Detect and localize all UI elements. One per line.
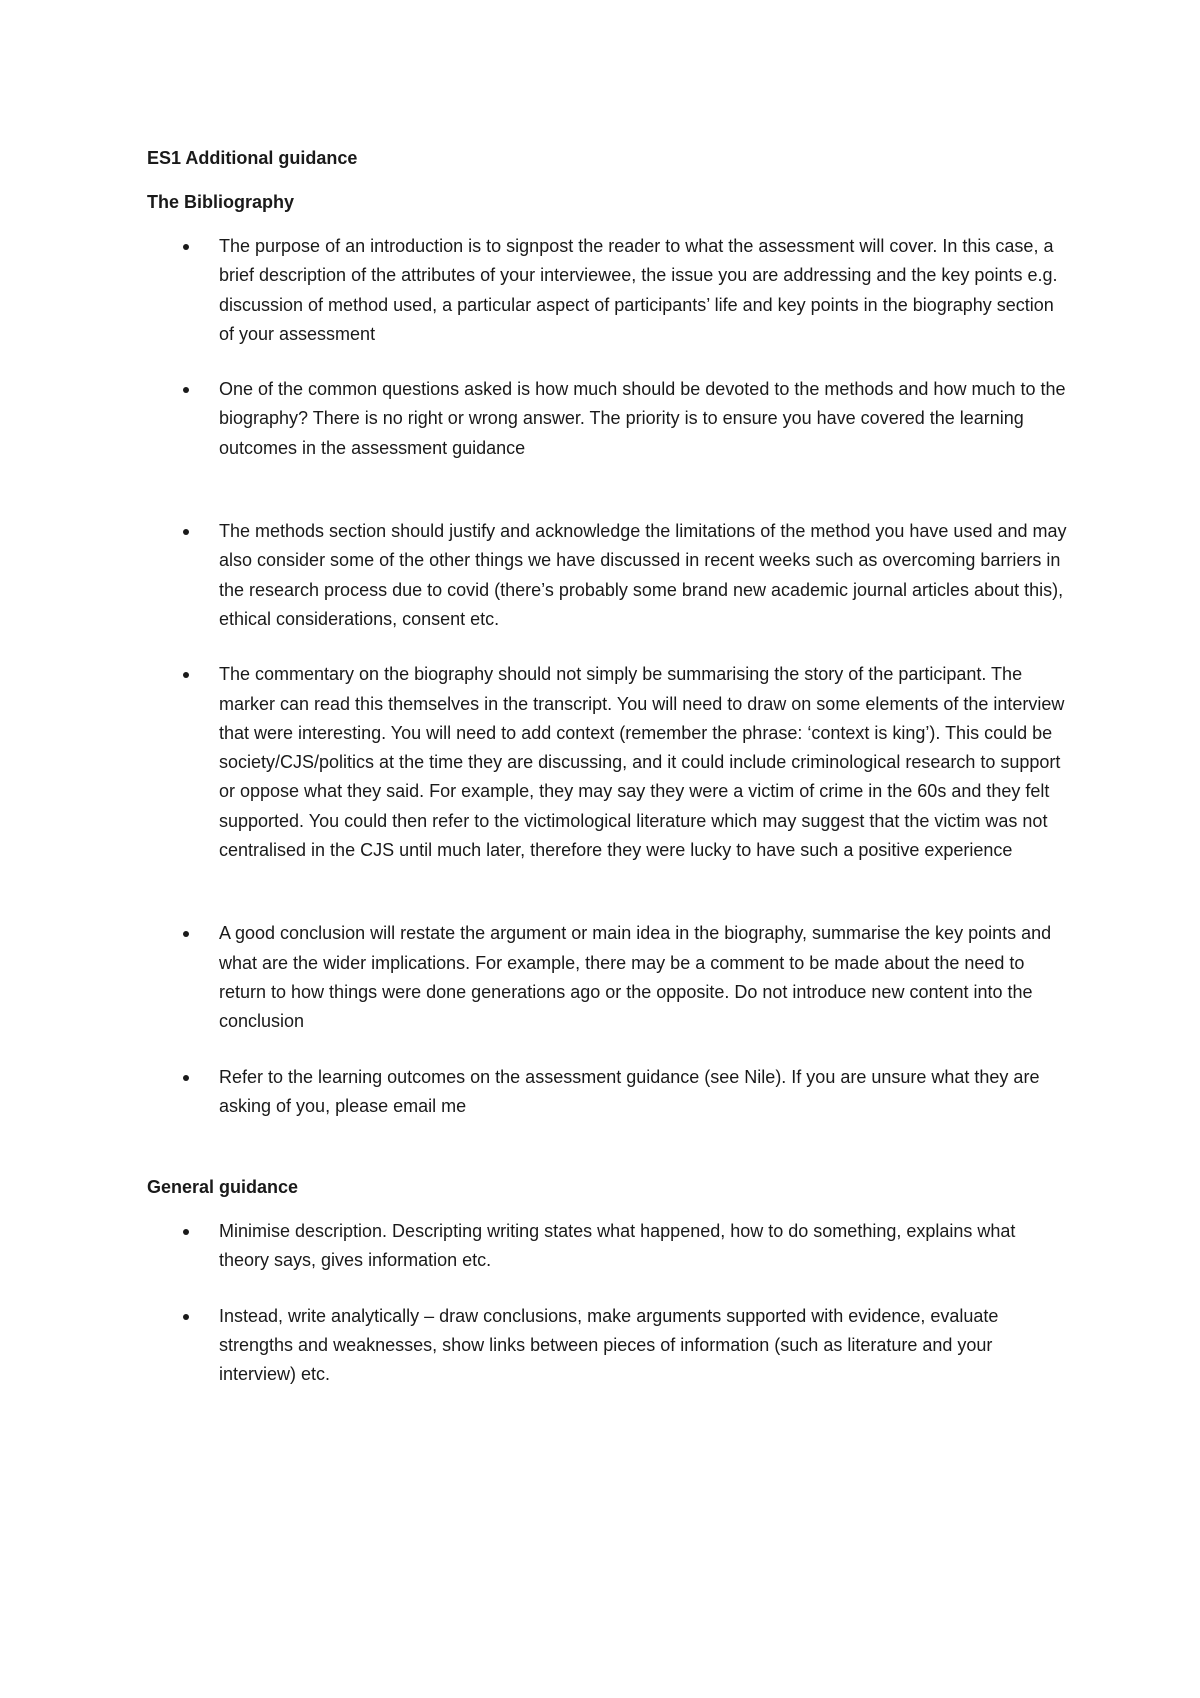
bullet-text: A good conclusion will restate the argument or main idea in the biography, summarise the key points and what are the wider implications. For example, there may be a comment to be made about the need to return to how things were done generations ago or the opposite. Do not introduce new content into the conclusion: [219, 923, 1052, 1032]
general-bullet-list: [147, 1217, 1067, 1389]
bullet-icon: [183, 529, 189, 535]
document-title: ES1 Additional guidance: [147, 148, 358, 168]
bullet-icon: [183, 1075, 189, 1081]
bullet-item: [147, 1302, 1067, 1390]
bullet-text: Refer to the learning outcomes on the assessment guidance (see Nile). If you are unsure what they are asking of you, please email me: [219, 1066, 1040, 1116]
bullet-item: [147, 660, 1067, 865]
document-content: [147, 146, 1067, 1390]
bullet-icon: [183, 931, 189, 937]
bullet-item: [147, 375, 1067, 463]
bullet-item: [147, 517, 1067, 634]
bullet-icon: [183, 1314, 189, 1320]
bibliography-bullet-list: [147, 232, 1067, 1121]
bullet-text: The purpose of an introduction is to signpost the reader to what the assessment will cover. In this case, a brief description of the attributes of your interviewee, the issue you are addressing and the key points e.g. discussion of method used, a particular aspect of participants’ life and key points in the biography section of your assessment: [219, 236, 1058, 344]
bullet-icon: [183, 672, 189, 678]
bullet-icon: [183, 387, 189, 393]
bullet-item: [147, 1217, 1067, 1276]
bullet-item: [147, 232, 1067, 349]
bullet-icon: [183, 1229, 189, 1235]
bullet-text: One of the common questions asked is how much should be devoted to the methods and how much to the biography? There is no right or wrong answer. The priority is to ensure you have covered the learning outcomes in the assessment guidance: [219, 379, 1066, 458]
bullet-text: The commentary on the biography should not simply be summarising the story of the participant. The marker can read this themselves in the transcript. You will need to draw on some elements of the interview that were interesting. You will need to add context (remember the phrase: ‘context is king’). This could be society/CJS/politics at the time they are discussing, and it could include criminological research to support or oppose what they said. For example, they may say they were a victim of crime in the 60s and they felt supported. You could then refer to the victimological literature which may suggest that the victim was not centralised in the CJS until much later, therefore they were lucky to have such a positive experience: [219, 664, 1065, 861]
bullet-text: Instead, write analytically – draw conclusions, make arguments supported with evidence, evaluate strengths and weaknesses, show links between pieces of information (such as literature and your interview) etc.: [219, 1305, 999, 1385]
section-heading-general: General guidance: [147, 1177, 299, 1198]
bullet-text: Minimise description. Descripting writing states what happened, how to do something, explains what theory says, gives information etc.: [219, 1221, 1016, 1271]
bullet-item: [147, 919, 1067, 1036]
bullet-text: The methods section should justify and acknowledge the limitations of the method you have used and may also consider some of the other things we have discussed in recent weeks such as overcoming barriers in the research process due to covid (there’s probably some brand new academic journal articles about this), ethical considerations, consent etc.: [219, 521, 1067, 629]
bullet-icon: [183, 244, 189, 250]
bullet-item: [147, 1063, 1067, 1122]
section-heading-bibliography: The Bibliography: [147, 192, 295, 212]
